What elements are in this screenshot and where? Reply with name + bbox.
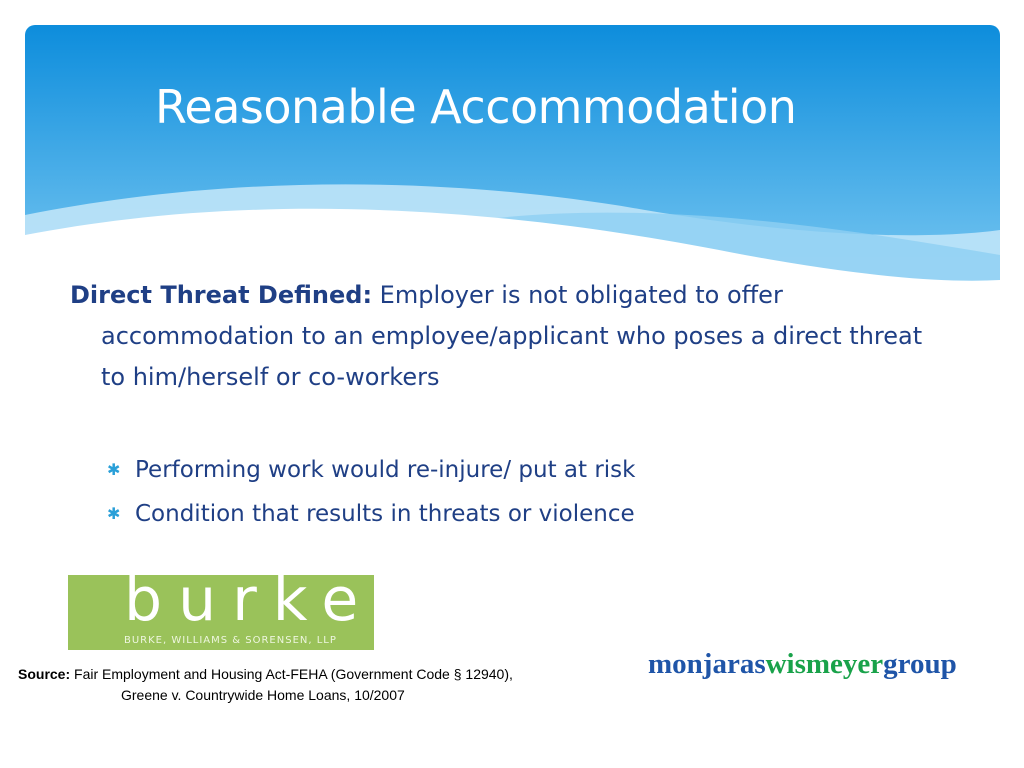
source-line-2: Greene v. Countrywide Home Loans, 10/2007 [121,687,405,703]
burke-logo-subtitle: BURKE, WILLIAMS & SORENSEN, LLP [124,635,337,646]
asterisk-icon: ✱ [107,460,121,479]
burke-logo [68,575,374,650]
slide-title: Reasonable Accommodation [155,80,797,134]
content-body [70,275,930,398]
monjaras-wismeyer-logo [648,648,957,681]
list-item [107,448,635,492]
logo-part-wismeyer: wismeyer [765,648,884,680]
source-citation [18,664,513,706]
bullet-text: Performing work would re-injure/ put at risk [135,457,636,483]
list-item [107,492,635,536]
title-banner [25,25,1000,295]
source-line-1 [18,664,513,685]
source-label: Source: [18,666,71,682]
bullet-list [107,448,635,536]
logo-part-group: group [883,648,957,680]
bullet-text: Condition that results in threats or violence [135,501,635,527]
source-text-1: Fair Employment and Housing Act-FEHA (Government Code § 12940), [70,666,513,682]
asterisk-icon: ✱ [107,504,121,523]
direct-threat-paragraph [70,275,930,398]
logo-part-monjaras: monjaras [648,648,766,680]
paragraph-lead: Direct Threat Defined: [70,281,373,309]
paragraph-text: Employer is not obligated to offer accommodation to an employee/applicant who poses a direct threat to him/herself or co-workers [101,281,923,391]
burke-logo-word: burke [124,575,374,635]
banner-wave-graphic [25,25,1000,295]
